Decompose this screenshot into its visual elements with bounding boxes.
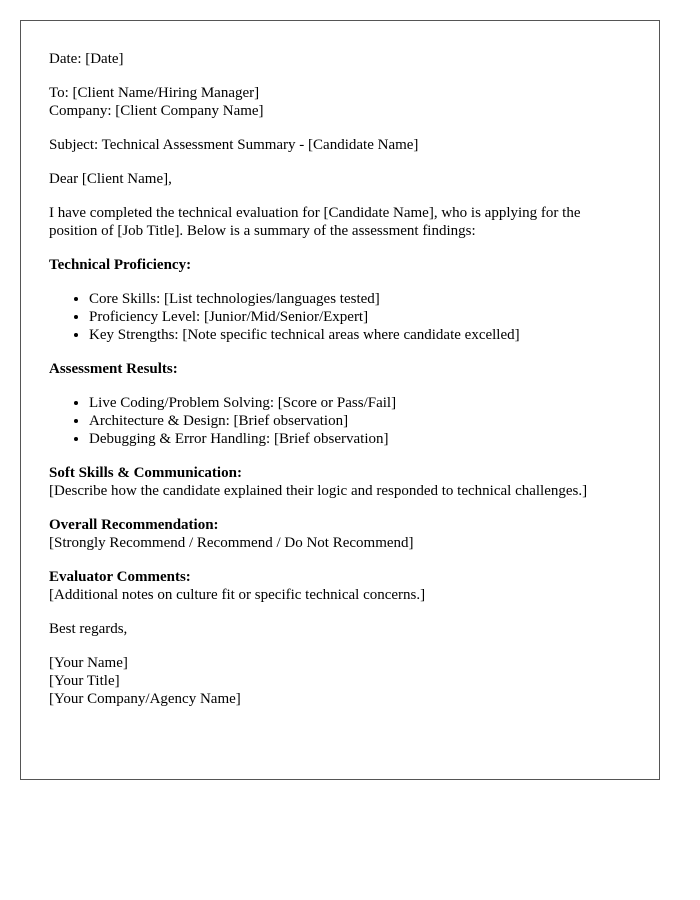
section-heading: Assessment Results:	[49, 361, 178, 377]
signature-title: [Your Title]	[49, 673, 120, 689]
evaluator-comments-text: [Additional notes on culture fit or specific technical concerns.]	[49, 587, 426, 603]
soft-skills-text: [Describe how the candidate explained their logic and responded to technical challenges.]	[49, 483, 588, 499]
overall-recommendation-text: [Strongly Recommend / Recommend / Do Not Recommend]	[49, 535, 414, 551]
intro-paragraph: I have completed the technical evaluation for [Candidate Name], who is applying for the position of [Job Title]. Below is a summary of the assessment findings:	[49, 205, 581, 239]
section-heading: Technical Proficiency:	[49, 257, 192, 273]
subject-line: Subject: Technical Assessment Summary - [Candidate Name]	[49, 137, 419, 153]
recipient-block	[49, 84, 631, 120]
date-line: Date: [Date]	[49, 51, 124, 67]
list-item: • Debugging & Error Handling: [Brief observation]	[89, 430, 631, 448]
list-item: • Core Skills: [List technologies/languages tested]	[89, 290, 631, 308]
list-item: • Proficiency Level: [Junior/Mid/Senior/Expert]	[89, 308, 631, 326]
section-heading: Evaluator Comments:	[49, 569, 191, 585]
signature-company: [Your Company/Agency Name]	[49, 691, 241, 707]
list-item: • Live Coding/Problem Solving: [Score or Pass/Fail]	[89, 394, 631, 412]
assessment-results-heading	[49, 360, 631, 378]
recipient-to: To: [Client Name/Hiring Manager]	[49, 85, 260, 101]
list-item: • Architecture & Design: [Brief observation]	[89, 412, 631, 430]
closing-line: Best regards,	[49, 621, 128, 637]
signature-name: [Your Name]	[49, 655, 128, 671]
assessment-results-list	[49, 394, 631, 448]
signature-block	[49, 654, 631, 708]
technical-proficiency-heading	[49, 256, 631, 274]
soft-skills-section	[49, 464, 631, 500]
recipient-company: Company: [Client Company Name]	[49, 103, 264, 119]
letter-page	[20, 20, 660, 780]
list-item: • Key Strengths: [Note specific technical areas where candidate excelled]	[89, 326, 631, 344]
salutation: Dear [Client Name],	[49, 171, 172, 187]
technical-proficiency-list	[49, 290, 631, 344]
evaluator-comments-section	[49, 568, 631, 604]
section-heading: Soft Skills & Communication:	[49, 465, 242, 481]
section-heading: Overall Recommendation:	[49, 517, 219, 533]
overall-recommendation-section	[49, 516, 631, 552]
